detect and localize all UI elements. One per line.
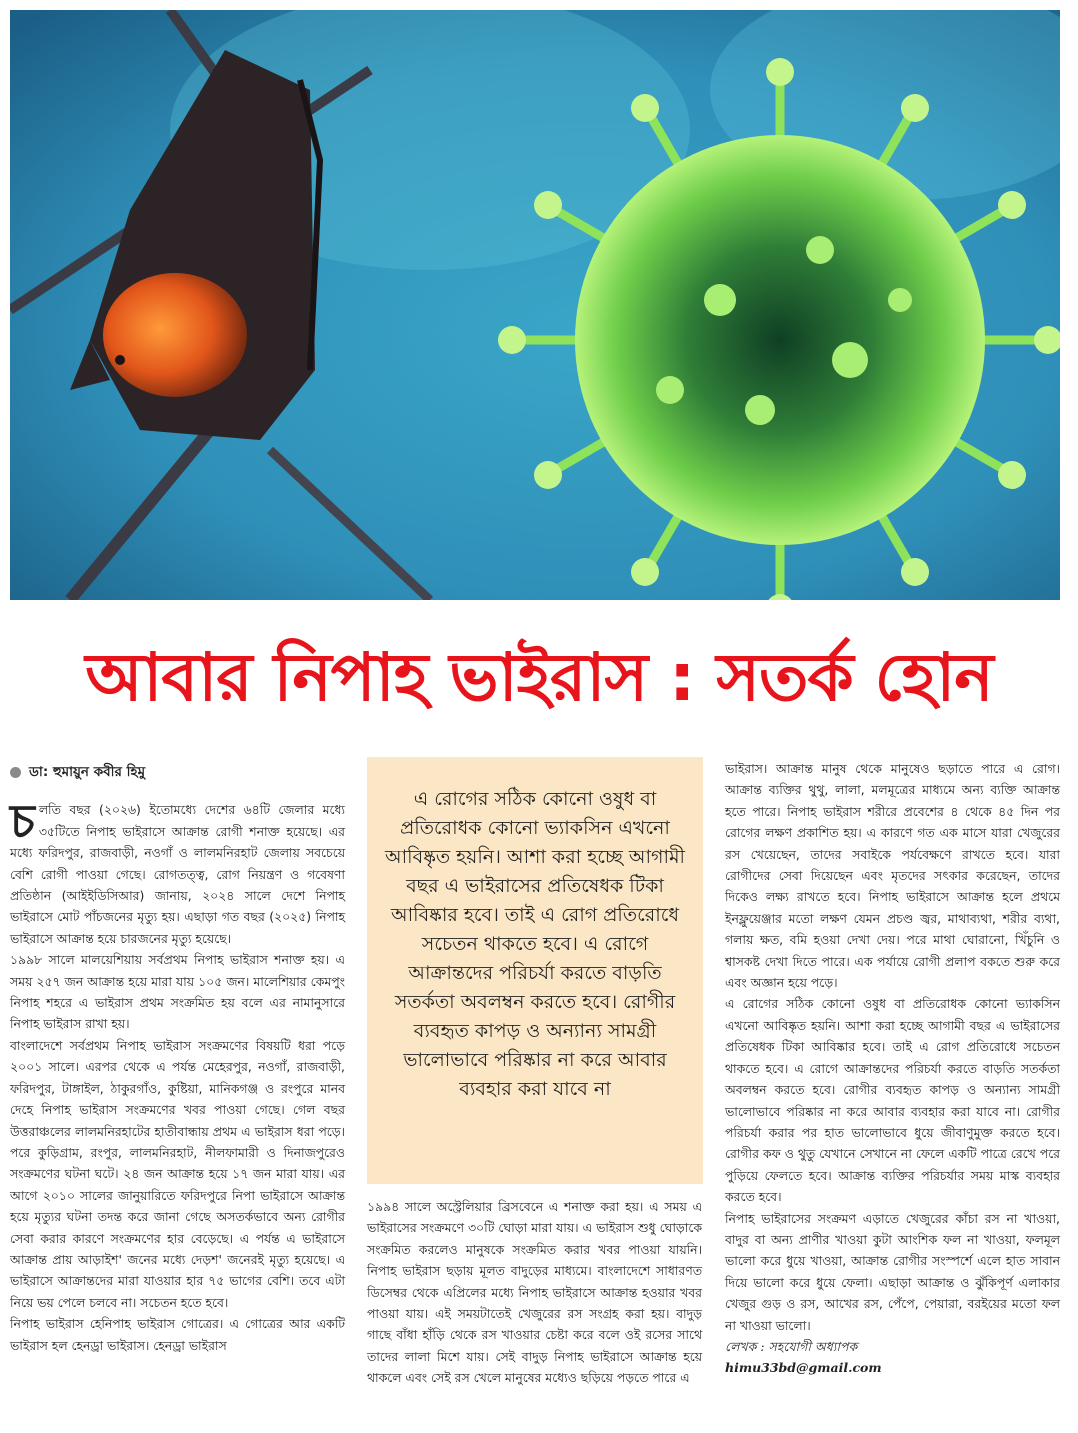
author-email: himu33bd@gmail.com: [725, 1360, 882, 1376]
bullet-icon: [10, 767, 21, 778]
article-column-2: [367, 1196, 702, 1389]
pull-quote-text: এ রোগের সঠিক কোনো ওষুধ বা প্রতিরোধক কোনো ভ্যাকসিন এখনো আবিষ্কৃত হয়নি। আশা করা হচ্ছে আগামী বছর এ ভাইরাসের প্রতিষেধক টিকা আবিষ্কার হবে। তাই এ রোগ প্রতিরোধে সচেতন থাকতে হবে। এ রোগে আক্রান্তদের পরিচর্যা করতে বাড়তি সতর্কতা অবলম্বন করতে হবে। রোগীর ব্যবহৃত কাপড় ও অন্যান্য সামগ্রী ভালোভাবে পরিষ্কার না করে আবার ব্যবহার করা যাবে না: [385, 788, 685, 1100]
pull-quote-box: [367, 757, 703, 1184]
headline: আবার নিপাহ ভাইরাস : সতর্ক হোন: [85, 639, 993, 716]
paragraph: নিপাহ ভাইরাস হেনিপাহ ভাইরাস গোত্রের। এ গোত্রের আর একটি ভাইরাস হল হেনড্রা ভাইরাস। হেনড্রা ভাইরাস: [10, 1316, 345, 1353]
article-column-3: [725, 758, 1060, 1379]
article-column-1: [10, 758, 345, 1356]
paragraph: চলতি বছর (২০২৬) ইতোমধ্যে দেশের ৬৪টি জেলার মধ্যে ৩৫টিতে নিপাহ ভাইরাসে আক্রান্ত রোগী শনাক্ত হয়েছে। এর মধ্যে ফরিদপুর, রাজবাড়ী, নওগাঁ ও লালমনিরহাট জেলায় সবচেয়ে বেশি রোগী পাওয়া গেছে। রোগতত্ত্ব, রোগ নিয়ন্ত্রণ ও গবেষণা প্রতিষ্ঠান (আইইডিসিআর) জানায়, ২০২৪ সালে দেশে নিপাহ ভাইরাসে মোট পাঁচজনের মৃত্যু হয়। এছাড়া গত বছর (২০২৫) নিপাহ ভাইরাসে আক্রান্ত হয়ে চারজনের মৃত্যু হয়েছে।: [10, 794, 345, 946]
author-byline: লেখক : সহযোগী অধ্যাপক: [725, 1338, 858, 1354]
paragraph: এ রোগের সঠিক কোনো ওষুধ বা প্রতিরোধক কোনো ভ্যাকসিন এখনো আবিষ্কৃত হয়নি। আশা করা হচ্ছে আগামী বছর এ ভাইরাসের প্রতিষেধক টিকা আবিষ্কার হবে। তাই এ রোগ প্রতিরোধে সচেতন থাকতে হবে। এ রোগে আক্রান্তদের পরিচর্যা করতে বাড়তি সতর্কতা অবলম্বন করতে হবে। রোগীর ব্যবহৃত কাপড় ও অন্যান্য সামগ্রী ভালোভাবে পরিষ্কার না করে আবার ব্যবহার করা যাবে না। রোগীর পরিচর্যা করার পর হাত ভালোভাবে ধুয়ে জীবাণুমুক্ত করতে হবে। রোগীর কফ ও থুতু যেখানে সেখানে না ফেলে একটি পাত্রে রেখে পরে পুড়িয়ে ফেলতে হবে। আক্রান্ত ব্যক্তির পরিচর্যার সময় মাস্ক ব্যবহার করতে হবে।: [725, 996, 1060, 1205]
paragraph: বাংলাদেশে সর্বপ্রথম নিপাহ ভাইরাস সংক্রমণের বিষয়টি ধরা পড়ে ২০০১ সালে। এরপর থেকে এ পর্যন্ত মেহেরপুর, নওগাঁ, রাজবাড়ী, ফরিদপুর, টাঙ্গাইল, ঠাকুরগাঁও, কুষ্টিয়া, মানিকগঞ্জ ও রংপুরে মানব দেহে নিপাহ ভাইরাস সংক্রমণের খবর পাওয়া গেছে। গেল বছর উত্তরাঞ্চলের লালমনিরহাটের হাতীবান্ধায় প্রথম এ ভাইরাস ধরা পড়ে। পরে কুড়িগ্রাম, রংপুর, লালমনিরহাট, নীলফামারী ও দিনাজপুরেও সংক্রমণের ঘটনা ঘটে। ২৪ জন আক্রান্ত হয়ে ১৭ জন মারা যায়। এর আগে ২০১০ সালের জানুয়ারিতে ফরিদপুরে নিপা ভাইরাসে আক্রান্ত হয়ে মৃত্যুর ঘটনা তদন্ত করে জানা গেছে অসতর্কভাবে অন্য রোগীর সেবা করার কারণে সংক্রমণের হার বেড়েছে। এ পর্যন্ত এ ভাইরাসে আক্রান্ত প্রায় আড়াইশ' জনের মধ্যে দেড়শ' জনেরই মৃত্যু হয়েছে। এ ভাইরাসে আক্রান্তদের মারা যাওয়ার হার ৭৫ ভাগের বেশি। তবে এটা নিয়ে ভয় পেলে চলবে না। সচেতন হতে হবে।: [10, 1037, 345, 1310]
author-name: ডা: হুমায়ুন কবীর হিমু: [29, 764, 146, 780]
paragraph: ১৯৯৪ সালে অস্ট্রেলিয়ার ব্রিসবেনে এ শনাক্ত করা হয়। এ সময় এ ভাইরাসের সংক্রমণে ৩০টি ঘোড়া মারা যায়। এ ভাইরাস শুধু ঘোড়াকে সংক্রমিত করলেও মানুষকে সংক্রমিত করার খবর পাওয়া যায়নি। নিপাহ ভাইরাস ছড়ায় মূলত বাদুড়ের মাধ্যমে। বাংলাদেশে সাধারণত ডিসেম্বর থেকে এপ্রিলের মধ্যে নিপাহ ভাইরাসে আক্রান্ত হওয়ার খবর পাওয়া যায়। এই সময়টাতেই খেজুরের রস সংগ্রহ করা হয়। বাদুড় গাছে বাঁধা হাঁড়ি থেকে রস খাওয়ার চেষ্টা করে বলে ওই রসের সাথে তাদের লালা মিশে যায়। সেই বাদুড় নিপাহ ভাইরাসে আক্রান্ত হয়ে থাকলে এবং সেই রস খেলে মানুষের মধ্যেও ছড়িয়ে পড়তে পারে এ: [367, 1199, 702, 1386]
bat-virus-illustration: [10, 10, 1060, 600]
paragraph: ভাইরাস। আক্রান্ত মানুষ থেকে মানুষেও ছড়াতে পারে এ রোগ। আক্রান্ত ব্যক্তির থুথু, লালা, মলমূত্রের মাধ্যমে অন্য ব্যক্তি আক্রান্ত হতে পারে। নিপাহ ভাইরাস শরীরে প্রবেশের ৪ থেকে ৪৫ দিন পর রোগের লক্ষণ প্রকাশিত হয়। এ কারণে গত এক মাসে যারা খেজুরের রস খেয়েছেন, তাদের সবাইকে পর্যবেক্ষণে রাখতে হবে। যারা রোগীদের সেবা দিয়েছেন এবং মৃতদের সৎকার করেছেন, তাদের দিকেও লক্ষ্য রাখতে হবে। নিপাহ ভাইরাসে আক্রান্ত হলে প্রথমে ইনফ্লুয়েঞ্জার মতো লক্ষণ যেমন প্রচণ্ড জ্বর, মাথাব্যথা, শরীর ব্যথা, গলায় ক্ষত, বমি হওয়া দেখা দেয়। পরে মাথা ঘোরানো, খিঁচুনি ও শ্বাসকষ্ট দেখা দিতে পারে। এক পর্যায়ে রোগী প্রলাপ বকতে শুরু করে এবং অজ্ঞান হয়ে পড়ে।: [725, 761, 1060, 991]
author-line: [10, 762, 345, 783]
drop-cap: চ: [10, 794, 35, 849]
paragraph: ১৯৯৮ সালে মালয়েশিয়ায় সর্বপ্রথম নিপাহ ভাইরাস শনাক্ত হয়। এ সময় ২৫৭ জন আক্রান্ত হয়ে মারা যায় ১০৫ জন। মালেশিয়ার কেমপুং নিপাহ শহরে এ ভাইরাস প্রথম সংক্রমিত হয় বলে এর নামানুসারে নিপাহ ভাইরাস রাখা হয়।: [10, 952, 345, 1032]
hero-image: [10, 10, 1060, 600]
paragraph: নিপাহ ভাইরাসের সংক্রমণ এড়াতে খেজুরের কাঁচা রস না খাওয়া, বাদুর বা অন্য প্রাণীর খাওয়া কুটা আংশিক ফল না খাওয়া, ফলমূল ভালো করে ধুয়ে খাওয়া, আক্রান্ত রোগীর সংস্পর্শে এলে হাত সাবান দিয়ে ভালো করে ধুয়ে ফেলা। এছাড়া আক্রান্ত ও ঝুঁকিপূর্ণ এলাকার খেজুর গুড় ও রস, আখের রস, পেঁপে, পেয়ারা, বরইয়ের মতো ফল না খাওয়া ভালো।: [725, 1210, 1060, 1333]
